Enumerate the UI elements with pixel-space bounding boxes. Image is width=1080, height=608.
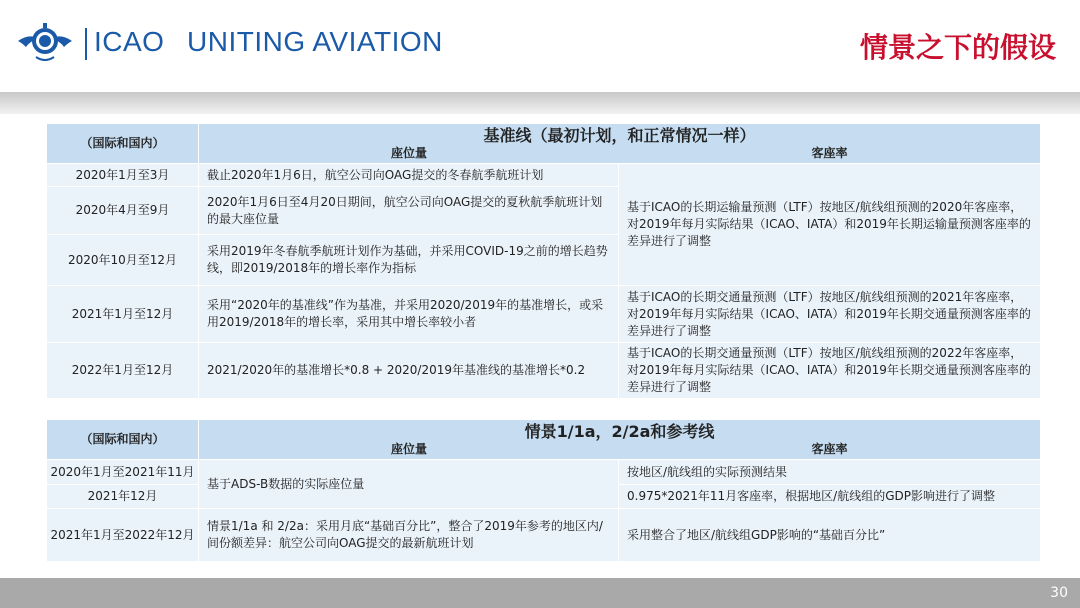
period-cell: 2022年1月至12月 <box>47 343 199 399</box>
table-title: 情景1/1a，2/2a和参考线 <box>524 422 715 441</box>
col-seat-header: 座位量 <box>390 146 427 160</box>
seat-cell: 2021/2020年的基准增长*0.8 + 2020/2019年基准线的基准增长*0.2 <box>199 343 619 399</box>
load-cell: 0.975*2021年11月客座率，根据地区/航线组的GDP影响进行了调整 <box>619 485 1041 509</box>
scope-label: （国际和国内） <box>47 420 199 460</box>
table-header-row <box>47 124 1041 164</box>
period-cell: 2021年12月 <box>47 485 199 509</box>
logo-divider <box>85 28 87 60</box>
table-title-cell <box>199 420 1041 460</box>
period-cell: 2020年1月至3月 <box>47 164 199 187</box>
load-cell: 基于ICAO的长期交通量预测（LTF）按地区/航线组预测的2022年客座率，对2019年每月实际结果（ICAO、IATA）和2019年长期交通量预测客座率的差异进行了调整 <box>619 343 1041 399</box>
period-cell: 2020年4月至9月 <box>47 187 199 235</box>
seat-cell: 采用“2020年的基准线”作为基准，并采用2020/2019年的基准增长，或采用2019/2018年的增长率，采用其中增长率较小者 <box>199 286 619 343</box>
table-header-row <box>47 420 1041 460</box>
header-shadow-band <box>0 92 1080 114</box>
table-row <box>47 164 1041 187</box>
period-cell: 2021年1月至2022年12月 <box>47 509 199 562</box>
slide-title: 情景之下的假设 <box>859 31 1056 64</box>
scenario-table <box>46 419 1041 562</box>
scope-label: （国际和国内） <box>47 124 199 164</box>
baseline-table <box>46 123 1041 399</box>
seat-cell: 采用2019年冬春航季航班计划作为基础，并采用COVID-19之前的增长趋势线，即2019/2018年的增长率作为指标 <box>199 235 619 286</box>
icao-emblem-icon <box>16 19 74 67</box>
period-cell: 2020年10月至12月 <box>47 235 199 286</box>
column-headers <box>199 442 1040 457</box>
brand-tagline: UNITING AVIATION <box>187 26 443 57</box>
col-load-header: 客座率 <box>811 442 848 456</box>
load-cell: 基于ICAO的长期交通量预测（LTF）按地区/航线组预测的2021年客座率，对2019年每月实际结果（ICAO、IATA）和2019年长期交通量预测客座率的差异进行了调整 <box>619 286 1041 343</box>
seat-cell: 截止2020年1月6日，航空公司向OAG提交的冬春航季航班计划 <box>199 164 619 187</box>
period-cell: 2021年1月至12月 <box>47 286 199 343</box>
seat-cell: 基于ADS-B数据的实际座位量 <box>199 460 619 509</box>
table-row <box>47 509 1041 562</box>
load-cell: 基于ICAO的长期运输量预测（LTF）按地区/航线组预测的2020年客座率，对2019年每月实际结果（ICAO、IATA）和2019年长期运输量预测客座率的差异进行了调整 <box>619 164 1041 286</box>
table-row <box>47 286 1041 343</box>
table-title-cell <box>199 124 1041 164</box>
table-row <box>47 343 1041 399</box>
slide-footer <box>0 578 1080 608</box>
load-cell: 按地区/航线组的实际预测结果 <box>619 460 1041 485</box>
page-number: 30 <box>1050 585 1068 601</box>
col-seat-header: 座位量 <box>390 442 427 456</box>
brand-name: ICAO <box>94 26 165 57</box>
table-title: 基准线（最初计划，和正常情况一样） <box>483 126 756 145</box>
col-load-header: 客座率 <box>811 146 848 160</box>
table-row <box>47 460 1041 485</box>
column-headers <box>199 146 1040 161</box>
load-cell: 采用整合了地区/航线组GDP影响的“基础百分比” <box>619 509 1041 562</box>
period-cell: 2020年1月至2021年11月 <box>47 460 199 485</box>
seat-cell: 情景1/1a 和 2/2a：采用月底“基础百分比”，整合了2019年参考的地区内/间份额差异：航空公司向OAG提交的最新航班计划 <box>199 509 619 562</box>
seat-cell: 2020年1月6日至4月20日期间，航空公司向OAG提交的夏秋航季航班计划的最大座位量 <box>199 187 619 235</box>
slide-header <box>0 0 1080 92</box>
